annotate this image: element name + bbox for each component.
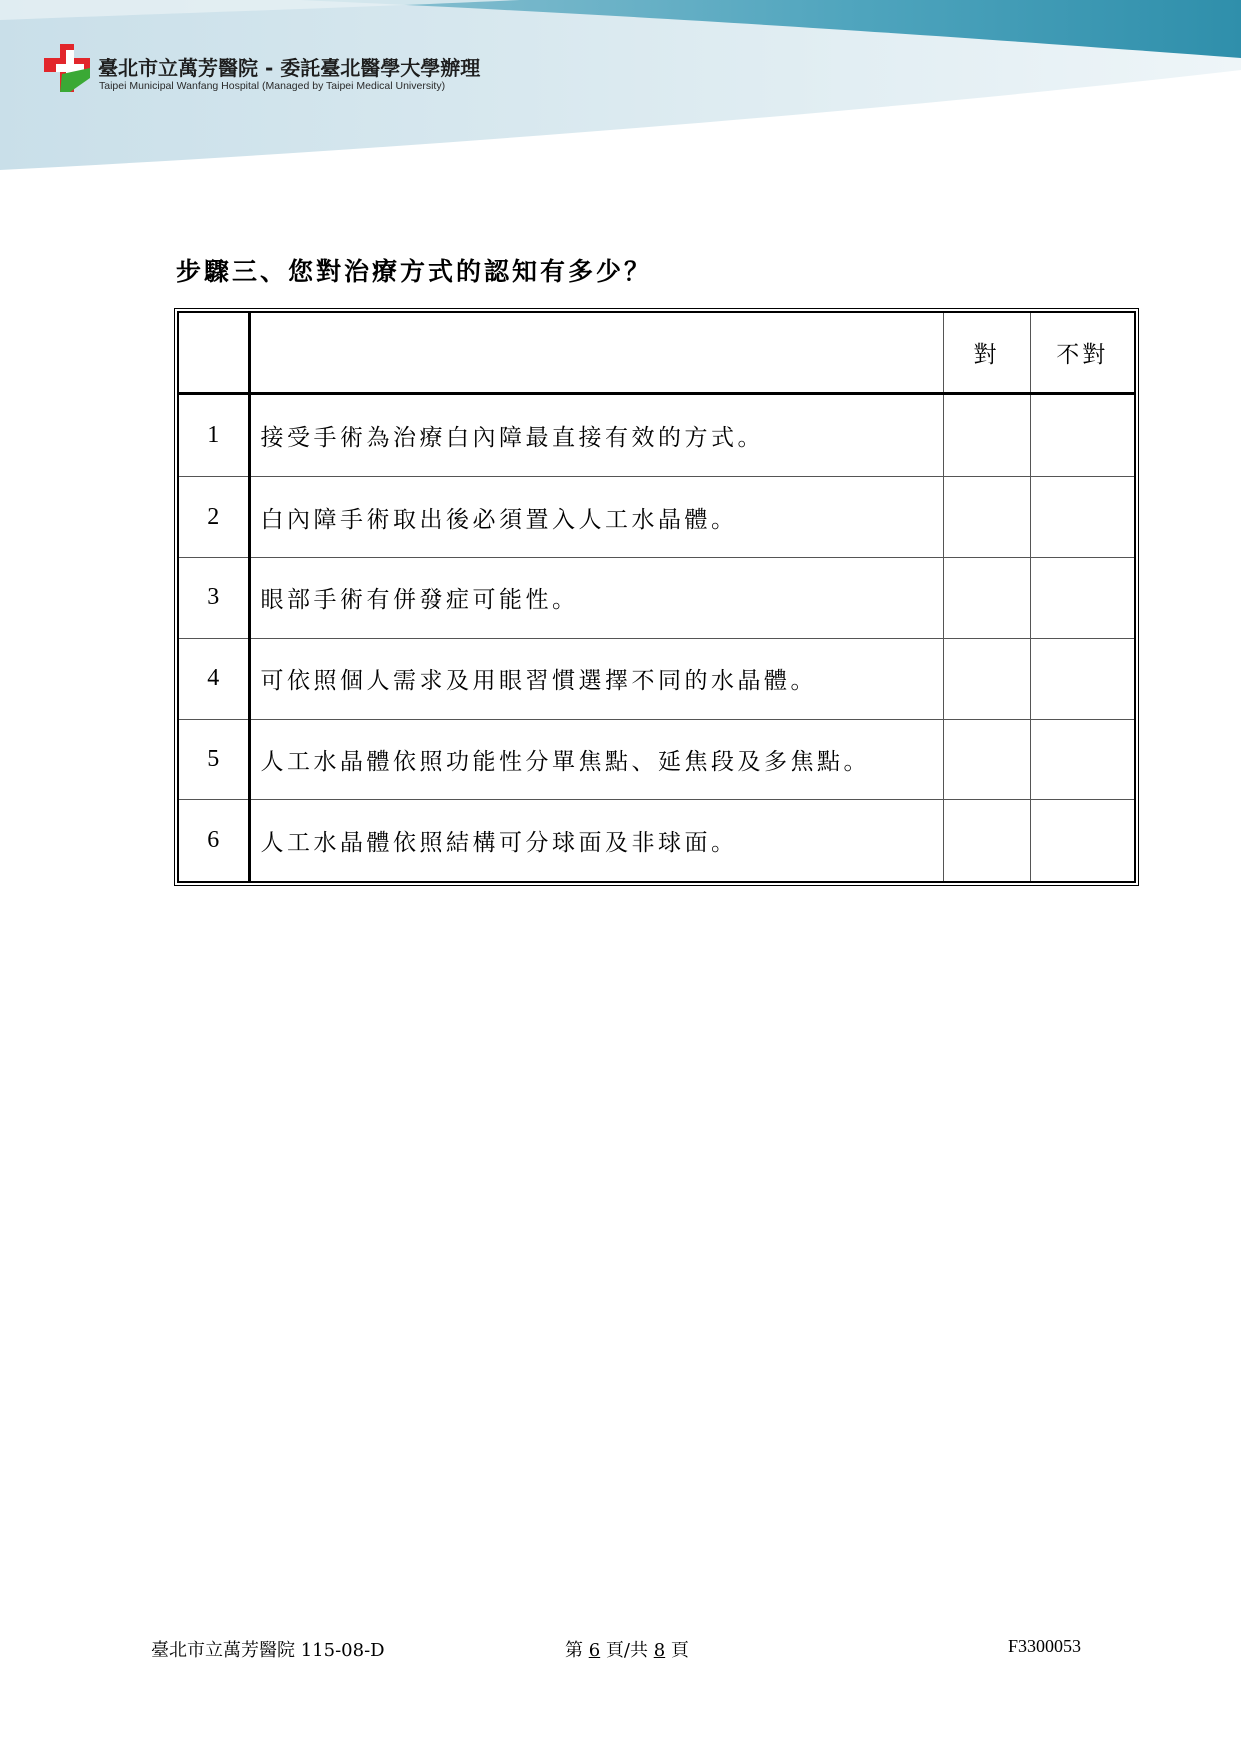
incorrect-checkbox-cell[interactable] [1030,800,1135,882]
row-statement: 接受手術為治療白內障最直接有效的方式。 [249,394,943,477]
table-header-row [178,312,1135,394]
row-number: 1 [178,394,249,477]
row-statement: 人工水晶體依照功能性分單焦點、延焦段及多焦點。 [249,719,943,800]
row-number: 5 [178,719,249,800]
row-statement: 人工水晶體依照結構可分球面及非球面。 [249,800,943,882]
row-number: 6 [178,800,249,882]
row-statement: 白內障手術取出後必須置入人工水晶體。 [249,477,943,558]
correct-checkbox-cell[interactable] [943,477,1030,558]
row-number: 4 [178,638,249,719]
incorrect-checkbox-cell[interactable] [1030,638,1135,719]
hospital-name-english: Taipei Municipal Wanfang Hospital (Managed by Taipei Medical University) [99,80,446,92]
footer-document-id: 臺北市立萬芳醫院 115-08-D [151,1640,385,1661]
header-statement-cell [249,312,943,394]
header-correct: 對 [943,312,1030,394]
page-suffix: 頁 [665,1640,689,1661]
hospital-name: 臺北市立萬芳醫院 - 委託臺北醫學大學辦理 [98,56,481,80]
table-row [178,638,1135,719]
page-current: 6 [588,1640,601,1661]
footer-form-code: F3300053 [1008,1636,1082,1656]
table-row [178,800,1135,882]
correct-checkbox-cell[interactable] [943,719,1030,800]
correct-checkbox-cell[interactable] [943,638,1030,719]
correct-checkbox-cell[interactable] [943,800,1030,882]
table-row [178,477,1135,558]
page-prefix: 第 [565,1640,589,1661]
treatment-knowledge-table [177,311,1136,883]
row-number: 2 [178,477,249,558]
correct-checkbox-cell[interactable] [943,558,1030,639]
table-row [178,558,1135,639]
incorrect-checkbox-cell[interactable] [1030,558,1135,639]
header-number-cell [178,312,249,394]
table-row [178,719,1135,800]
hospital-cross-logo-icon [44,44,90,92]
quiz-table-frame [174,308,1139,886]
correct-checkbox-cell[interactable] [943,394,1030,477]
incorrect-checkbox-cell[interactable] [1030,394,1135,477]
page-total: 8 [653,1640,666,1661]
footer-page-number [565,1636,689,1662]
row-statement: 可依照個人需求及用眼習慣選擇不同的水晶體。 [249,638,943,719]
incorrect-checkbox-cell[interactable] [1030,719,1135,800]
header-incorrect: 不對 [1030,312,1135,394]
row-statement: 眼部手術有併發症可能性。 [249,558,943,639]
page-mid: 頁/共 [600,1640,654,1661]
section-title: 步驟三、您對治療方式的認知有多少？ [176,257,653,286]
table-row [178,394,1135,477]
incorrect-checkbox-cell[interactable] [1030,477,1135,558]
row-number: 3 [178,558,249,639]
